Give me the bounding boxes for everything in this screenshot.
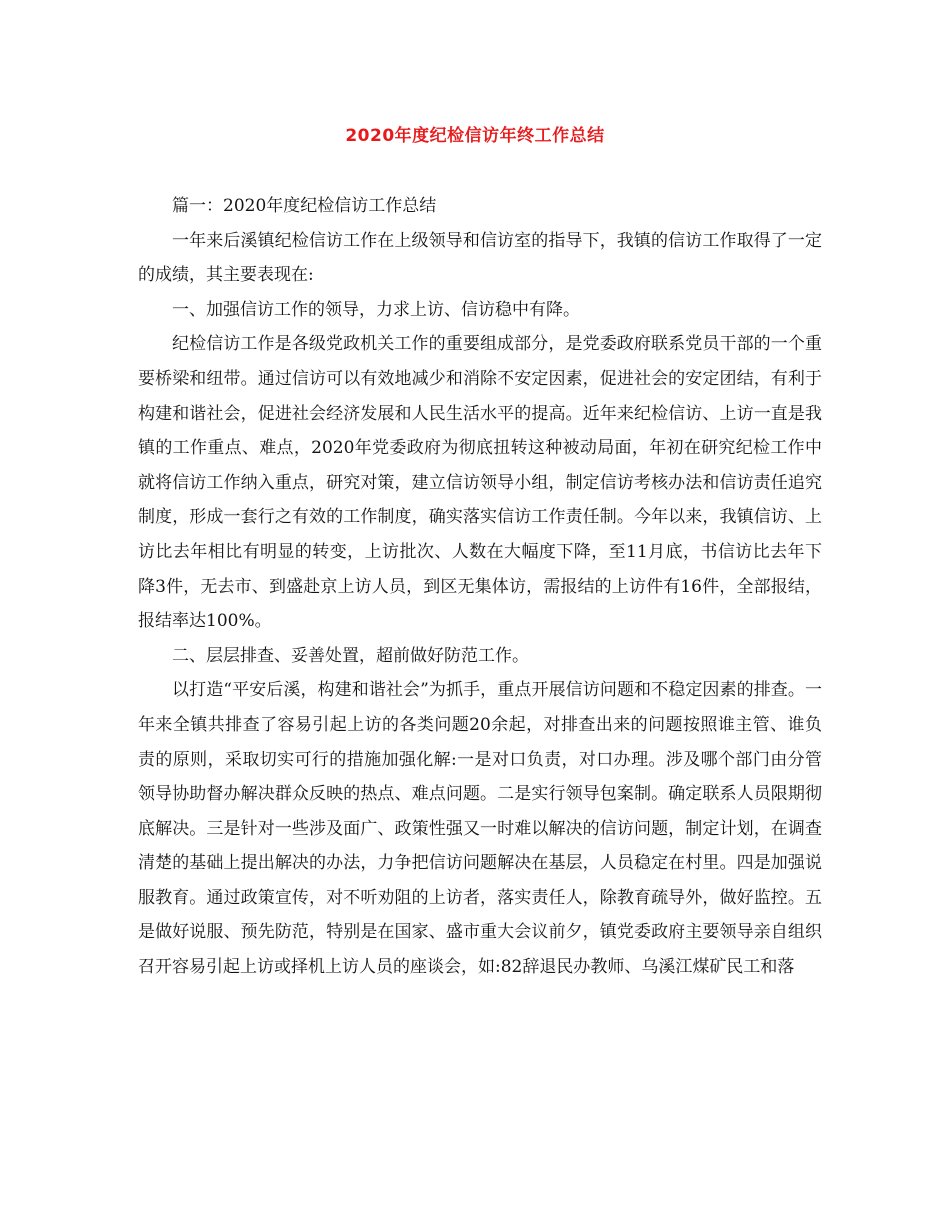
- section-heading-one: 一、加强信访工作的领导，力求上访、信访稳中有降。: [172, 299, 580, 320]
- paragraph-intro: 一年来后溪镇纪检信访工作在上级领导和信访室的指导下，我镇的信访工作取得了一定的成绩，其主要表现在:: [138, 230, 822, 286]
- paragraph-section-two-body: 以打造“平安后溪，构建和谐社会”为抓手，重点开展信访问题和不稳定因素的排查。一年来全镇共排查了容易引起上访的各类问题20余起，对排查出来的问题按照谁主管、谁负责的原则，采取切实可行的措施加强化解:一是对口负责，对口办理。涉及哪个部门由分管领导协助督办解决群众反映的热点、难点问题。二是实行领导包案制。确定联系人员限期彻底解决。三是针对一些涉及面广、政策性强又一时难以解决的信访问题，制定计划，在调查清楚的基础上提出解决的办法，力争把信访问题解决在基层，人员稳定在村里。四是加强说服教育。通过政策宣传，对不听劝阻的上访者，落实责任人，除教育疏导外，做好监控。五是做好说服、预先防范，特别是在国家、盛市重大会议前夕，镇党委政府主要领导亲自组织召开容易引起上访或择机上访人员的座谈会，如:82辞退民办教师、乌溪江煤矿民工和落: [138, 680, 822, 978]
- section-heading-two: 二、层层排查、妥善处置，超前做好防范工作。: [172, 645, 529, 666]
- document-title: 2020年度纪检信访年终工作总结: [345, 126, 605, 146]
- paragraph-heading-part-one: 篇一：2020年度纪检信访工作总结: [172, 196, 437, 216]
- document-body: [138, 189, 822, 985]
- paragraph-section-one-body: 纪检信访工作是各级党政机关工作的重要组成部分，是党委政府联系党员干部的一个重要桥梁和纽带。通过信访可以有效地减少和消除不安定因素，促进社会的安定团结，有利于构建和谐社会，促进社会经济发展和人民生活水平的提高。近年来纪检信访、上访一直是我镇的工作重点、难点，2020年党委政府为彻底扭转这种被动局面，年初在研究纪检工作中就将信访工作纳入重点，研究对策，建立信访领导小组，制定信访考核办法和信访责任追究制度，形成一套行之有效的工作制度，确实落实信访工作责任制。今年以来，我镇信访、上访比去年相比有明显的转变，上访批次、人数在大幅度下降，至11月底，书信访比去年下降3件，无去市、到盛赴京上访人员，到区无集体访，需报结的上访件有16件，全部报结，报结率达100%。: [138, 334, 822, 632]
